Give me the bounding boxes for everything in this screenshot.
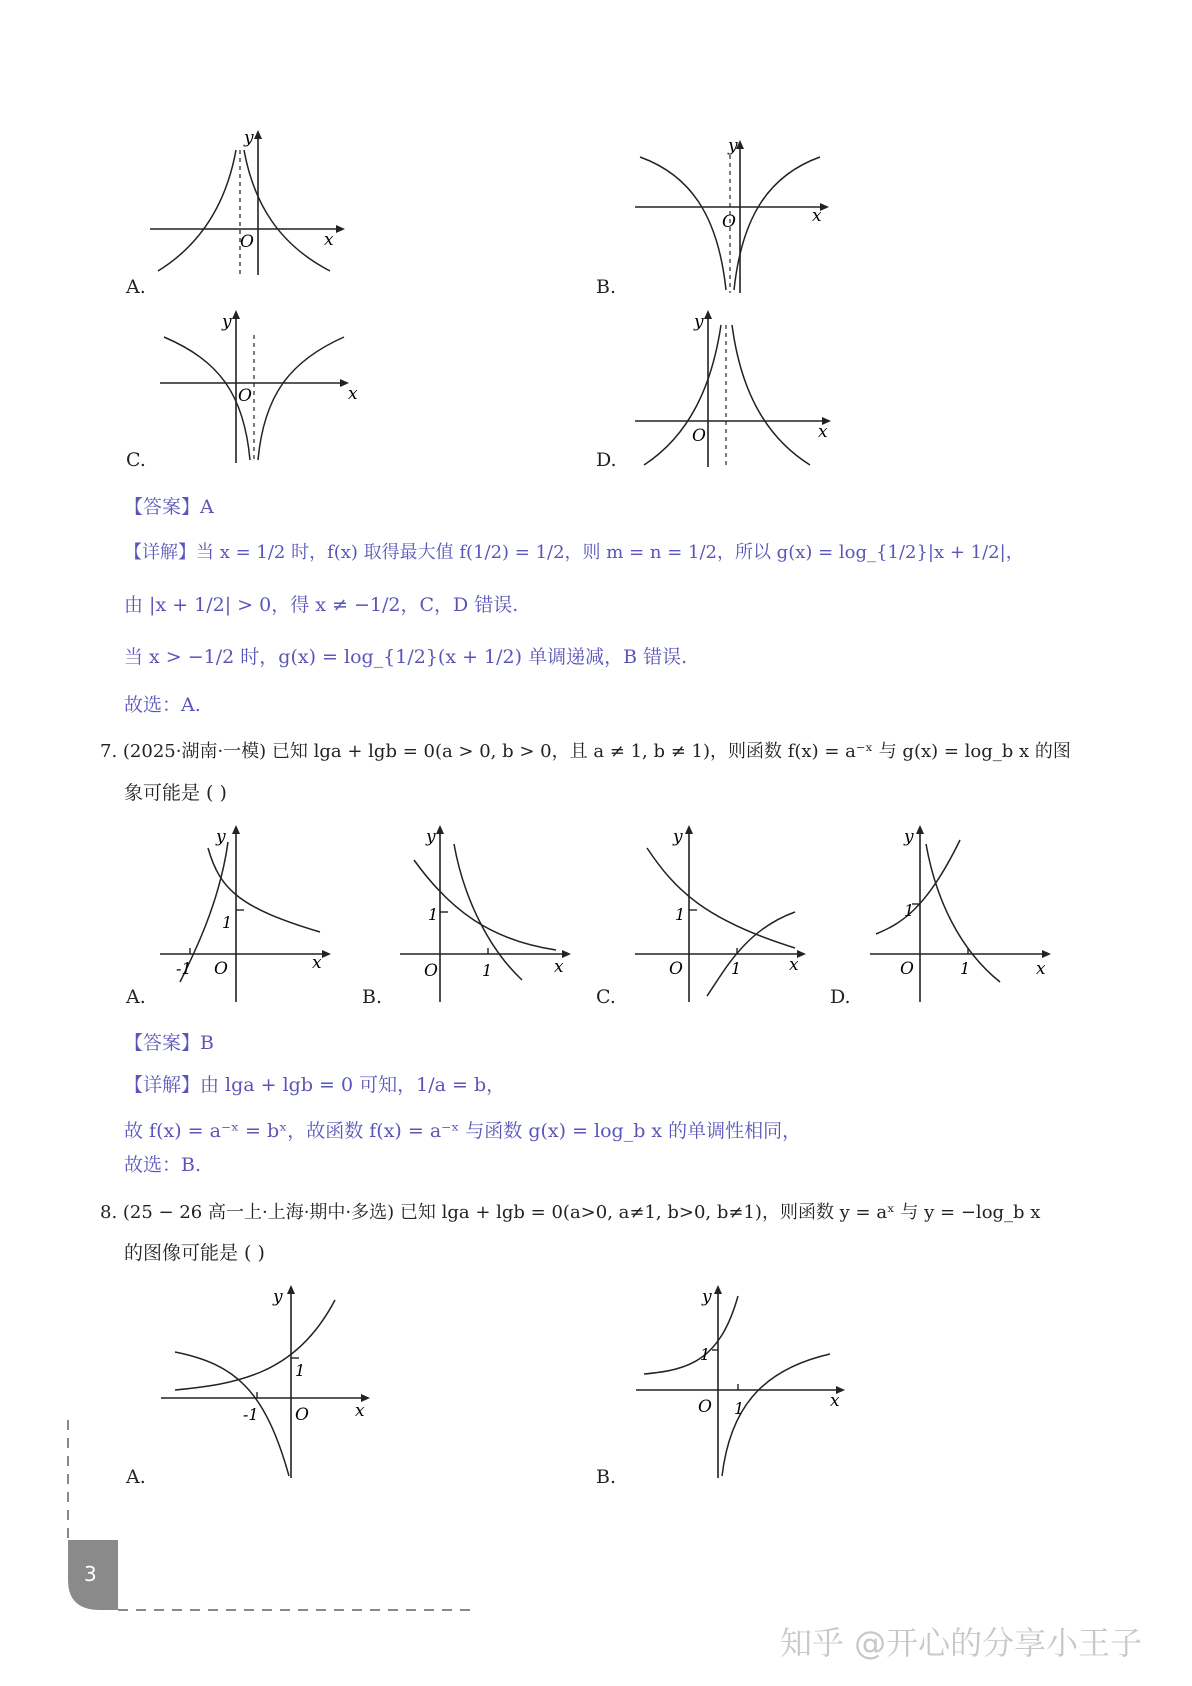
tick-1-y: 1 [904,901,915,920]
axis-y: y [694,312,704,332]
tick-1-x: 1 [731,959,742,978]
q6-detail-line2: 由 |x + 1/2| > 0，得 x ≠ −1/2，C，D 错误. [124,594,519,616]
q6-option-b-label: B. [596,276,617,298]
tick-1-x: 1 [960,959,971,978]
watermark: 知乎 @开心的分享小王子 [780,1624,1143,1662]
q8-stem-line2: 的图像可能是 ( ) [124,1242,265,1264]
origin: O [722,212,736,232]
q7-option-d-label: D. [830,986,851,1008]
q7-graph-b [390,820,580,1005]
q6-detail-line1: 【详解】当 x = 1/2 时，f(x) 取得最大值 f(1/2) = 1/2，则 m = n = 1/2，所以 g(x) = log_{1/2}|x + 1/2|， [124,542,1024,563]
q7-option-c-label: C. [596,986,616,1008]
axis-x: x [830,1391,840,1411]
q6-graph-b [630,135,840,295]
tick-1-y: 1 [675,905,686,924]
q7-graph-d [860,820,1060,1005]
origin: O [900,959,914,979]
origin: O [238,386,252,406]
origin: O [214,959,228,979]
tick-1-x: 1 [482,961,493,980]
tick-1: 1 [295,1361,306,1380]
axis-x: x [312,953,322,973]
origin: O [669,959,683,979]
axis-x: x [324,230,334,250]
axis-y: y [904,827,914,847]
axis-x: x [355,1401,365,1421]
axis-x: x [812,206,822,226]
tick-neg1: -1 [176,959,192,978]
q8-graph-b [630,1280,860,1480]
origin: O [240,232,254,252]
axis-y: y [222,312,232,332]
axis-x: x [818,422,828,442]
axis-y: y [244,128,254,148]
axis-y: y [216,827,226,847]
q8-stem-line1: 8. (25 − 26 高一上·上海·期中·多选) 已知 lga + lgb = 0(a>0, a≠1, b>0, b≠1)，则函数 y = aˣ 与 y = −log_b x [100,1202,1041,1223]
q7-graph-c [625,820,815,1005]
q8-option-a-label: A. [126,1466,146,1488]
axis-x: x [554,957,564,977]
page-number: 3 [84,1562,97,1586]
origin: O [424,961,438,981]
q6-detail-line4: 故选：A. [124,694,201,716]
q7-detail-line3: 故选：B. [124,1154,202,1176]
origin: O [698,1397,712,1417]
q6-option-a-label: A. [126,276,146,298]
q7-answer: 【答案】B [124,1032,214,1054]
q7-graph-a [150,820,340,1005]
tick-1-x: 1 [734,1399,745,1418]
axis-y: y [702,1287,712,1307]
q6-graph-a [140,125,350,280]
axis-x: x [789,955,799,975]
q7-stem-line1: 7. (2025·湖南·一模) 已知 lga + lgb = 0(a > 0, b > 0，且 a ≠ 1, b ≠ 1)，则函数 f(x) = a⁻ˣ 与 g(x) = log_b x 的图 [100,741,1071,762]
tick-1-y: 1 [428,905,439,924]
axis-y: y [728,136,738,156]
tick-1: 1 [222,913,233,932]
q6-option-c-label: C. [126,449,146,471]
axis-x: x [1036,959,1046,979]
origin: O [692,426,706,446]
q7-stem-line2: 象可能是 ( ) [124,782,227,804]
q7-option-b-label: B. [362,986,383,1008]
q6-answer: 【答案】A [124,496,214,518]
q8-option-b-label: B. [596,1466,617,1488]
tick-neg1: -1 [243,1405,259,1424]
q6-detail-line3: 当 x > −1/2 时，g(x) = log_{1/2}(x + 1/2) 单调递减，B 错误. [124,646,688,668]
q7-detail-line1: 【详解】由 lga + lgb = 0 可知，1/a = b， [124,1074,506,1096]
q6-graph-c [140,305,360,465]
q7-detail-line2: 故 f(x) = a⁻ˣ = bˣ，故函数 f(x) = a⁻ˣ 与函数 g(x) = log_b x 的单调性相同， [124,1120,802,1142]
q6-graph-d [630,305,840,470]
q7-option-a-label: A. [126,986,146,1008]
axis-x: x [348,384,358,404]
q6-option-d-label: D. [596,449,617,471]
axis-y: y [426,827,436,847]
tick-1-y: 1 [700,1345,711,1364]
origin: O [295,1405,309,1425]
axis-y: y [273,1287,283,1307]
page-corner-decoration [0,1420,480,1620]
axis-y: y [673,827,683,847]
